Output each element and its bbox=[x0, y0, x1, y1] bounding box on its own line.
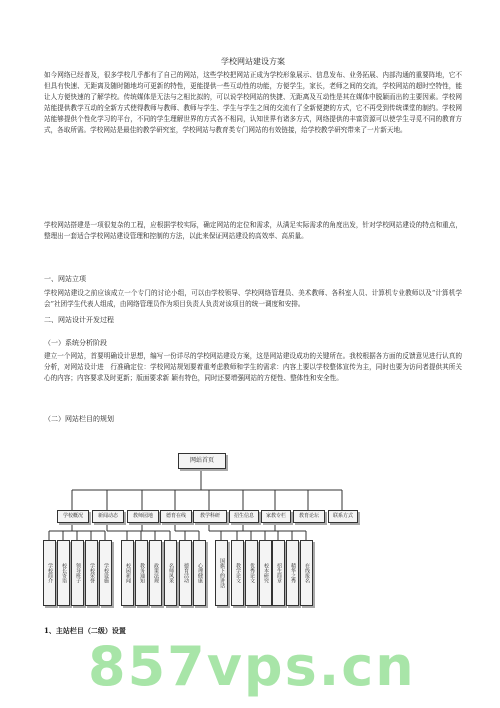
tree-level1-node: 德育在线 bbox=[160, 510, 192, 523]
tree-level2-node: 德育活动 bbox=[179, 540, 192, 606]
tree-level2-node: 精华之秀 bbox=[286, 540, 299, 606]
tree-level1-node: 招生信息 bbox=[229, 510, 259, 523]
tree-level2-node: 教学论文 bbox=[231, 540, 244, 606]
main-columns-heading: 1、主站栏目（二级）设置 bbox=[44, 626, 126, 635]
tree-level2-node: 教务通知 bbox=[135, 540, 148, 606]
watermark-text: 857vps.cn bbox=[88, 635, 416, 698]
tree-level1-node: 教育论坛 bbox=[293, 510, 325, 523]
tree-level2-node: 心理健康 bbox=[193, 540, 206, 606]
tree-level2-node: 学校设施 bbox=[99, 540, 112, 606]
tree-level2-node: 校长寄语 bbox=[57, 540, 70, 606]
tree-level1-node: 教师园地 bbox=[127, 510, 159, 523]
tree-level2-node: 领导班子 bbox=[71, 540, 84, 606]
tree-level2-node: 招生简章 bbox=[272, 540, 285, 606]
section-heading-1: 一、网站立项 bbox=[44, 275, 86, 283]
subsection-heading-columns: （二）网站栏目的规划 bbox=[44, 415, 114, 423]
project-paragraph: 学校网站建设之前应该成立一个专门的讨论小组，可以由学校领导、学校网络管理员、美术教师、各科室人员、计算机专业教师以及“计算机学会”社团学生代表人组成，由网络管理员作为项目负责人负责对该项目的统一调度和安排。 bbox=[44, 289, 462, 308]
tree-level2-node: 校本研究 bbox=[259, 540, 272, 606]
tree-level1-node: 教学科研 bbox=[193, 510, 227, 523]
tree-level2-node: 名师风采 bbox=[164, 540, 177, 606]
tree-level2-node: 学校荣誉 bbox=[85, 540, 98, 606]
subsection-heading-analysis: （一）系统分析阶段 bbox=[44, 339, 107, 347]
construction-paragraph: 学校网站搭建是一项很复杂的工程，应根据学校实际，确定网站的定位和需求，从满足实际需求的角度出发，针对学校网站建设的特点和重点，整理出一套适合学校网站建设管理和控制的方法，以此来保证网站建设的高效率、高质量。 bbox=[44, 221, 462, 240]
tree-level2-node: 校园新闻 bbox=[121, 540, 134, 606]
tree-level2-node: 学校简介 bbox=[43, 540, 56, 606]
tree-level1-node: 新闻动态 bbox=[92, 510, 124, 523]
tree-level2-node: 国旗下的讲话 bbox=[215, 540, 228, 606]
tree-level1-node: 家教专栏 bbox=[261, 510, 291, 523]
tree-level2-node: 政策法规 bbox=[149, 540, 162, 606]
analysis-paragraph: 建立一个网站，首要明确设计思想，编写一份详尽的学校网站建设方案，这是网站建设成功的关键所在。我校根据各方面的反馈意见进行认真的分析，对网站设计进 行准确定位：学校网站规划要着重考虑教师和学生的需求：内容上要以学校整体宣传为主，同时也要为访问者提供其所关心的内容；内容要求及时更新；版面要求新 颖有特色，同时还要增强网站的方便性、整体性和安全性。 bbox=[44, 352, 462, 382]
tree-level2-node: 在线报名 bbox=[300, 540, 313, 606]
doc-title: 学校网站建设方案 bbox=[221, 57, 285, 66]
tree-level1-node: 学校概况 bbox=[57, 510, 89, 523]
tree-root-node: 网站首页 bbox=[178, 453, 226, 469]
intro-paragraph: 如今网络已经普及，很多学校几乎都有了自己的网站，这些学校把网站正成为学校形象展示、信息发布、业务拓展、内部沟通的重要阵地，它不但具有快速、无距离及随时随地均可更新的特性，更能提供一些互动性的功能，方便学生，家长，老师之间的交流，学校网站的超时空特性，能让人方便快速的了解学校。传统媒体是无法与之相比拟的，可以说学校网站的快捷、无距离及互动性是其在媒体中脱颖而出的主要因素。学校网站能提供教学互动的全新方式使得教师与教师、教师与学生、学生与学生之间的交流有了全新便捷的方式，它不再受到传统课堂的制约。学校网站能够提供个性化学习的平台，不同的学生理解世界的方式各不相同，认知世界有诸多方式，网络提供的丰富资源可以使学生寻觅不同的教育方式，各取所需。学校网站是最佳的教学研究室，学校网站与教育类专门网站的有效链接，给学校教学研究带来了一片新天地。 bbox=[44, 71, 462, 134]
tree-level1-node: 联系方式 bbox=[328, 510, 358, 523]
section-heading-2: 二、网站设计开发过程 bbox=[44, 316, 114, 324]
tree-level2-node: 优秀论文 bbox=[245, 540, 258, 606]
